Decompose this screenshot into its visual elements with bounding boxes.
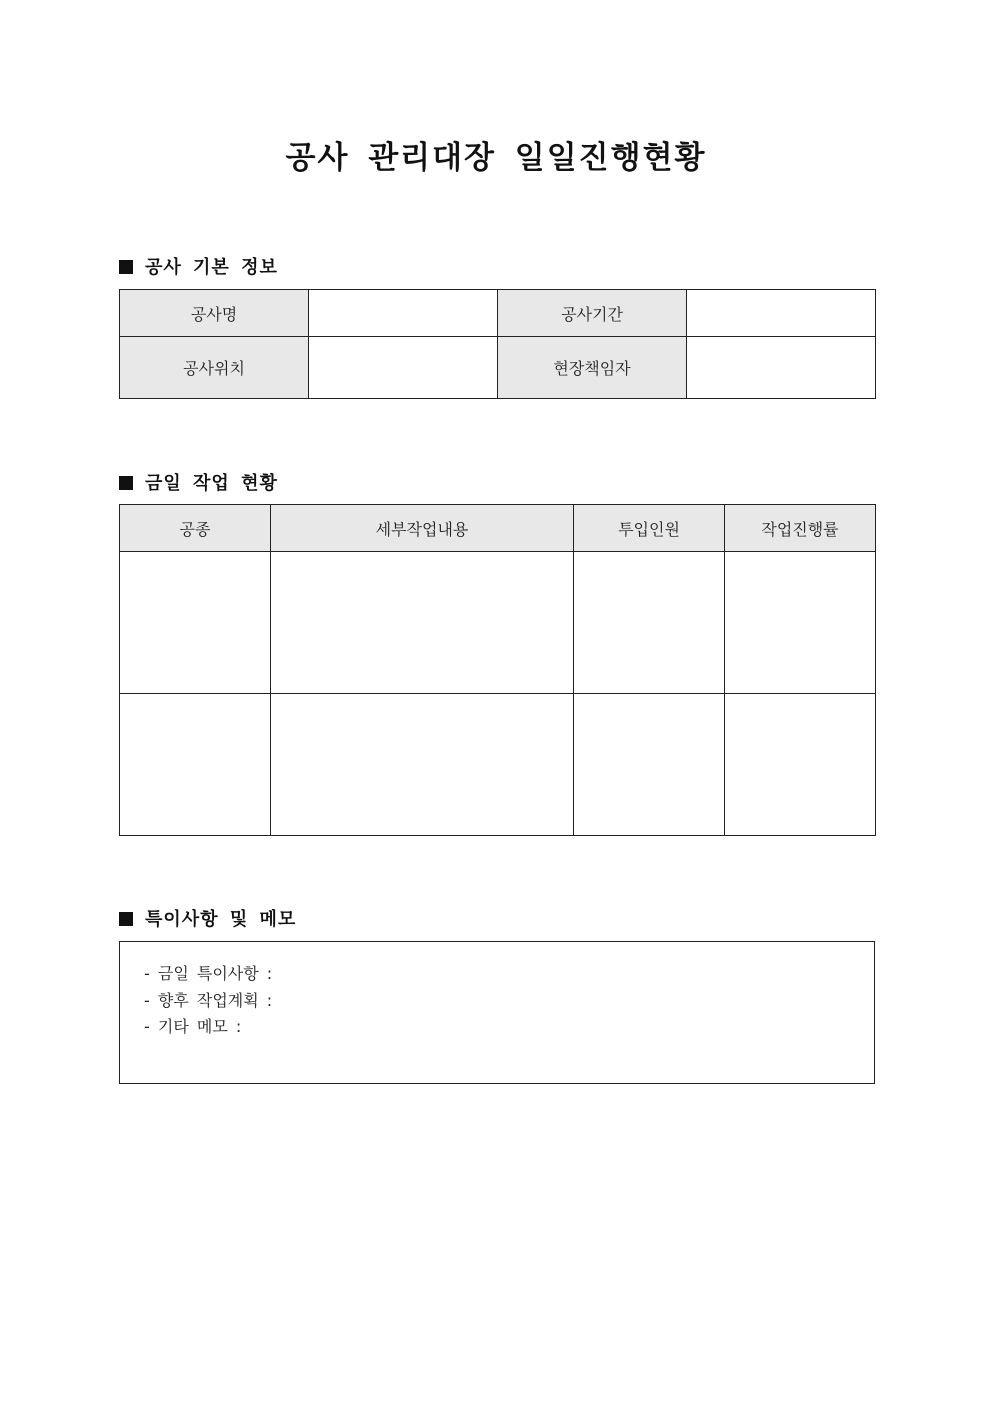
document-title: 공사 관리대장 일일진행현황 — [285, 140, 707, 176]
project-name-field[interactable] — [309, 290, 498, 337]
progress-cell[interactable] — [725, 694, 876, 836]
trade-cell[interactable] — [120, 552, 271, 694]
black-square-icon — [119, 912, 133, 926]
site-manager-field[interactable] — [687, 337, 876, 399]
column-header-progress: 작업진행률 — [725, 505, 876, 552]
section-heading-work-status — [119, 469, 278, 495]
site-manager-label: 현장책임자 — [498, 337, 687, 399]
table-row — [120, 694, 876, 836]
section-heading-label: 특이사항 및 메모 — [145, 909, 297, 930]
progress-cell[interactable] — [725, 552, 876, 694]
section-heading-label: 공사 기본 정보 — [145, 257, 278, 278]
notes-list — [120, 942, 874, 1041]
project-period-label: 공사기간 — [498, 290, 687, 337]
black-square-icon — [119, 476, 133, 490]
manpower-cell[interactable] — [574, 694, 725, 836]
section-heading-label: 금일 작업 현황 — [145, 473, 278, 494]
column-header-trade: 공종 — [120, 505, 271, 552]
manpower-cell[interactable] — [574, 552, 725, 694]
notes-box[interactable] — [119, 941, 875, 1084]
column-header-manpower: 투입인원 — [574, 505, 725, 552]
table-row — [120, 337, 876, 399]
section-heading-notes — [119, 905, 296, 931]
note-future-plan: - 향후 작업계획 : — [144, 990, 273, 1010]
table-header-row — [120, 505, 876, 552]
work-detail-cell[interactable] — [271, 552, 574, 694]
table-row — [120, 290, 876, 337]
table-row — [120, 552, 876, 694]
note-other-memo: - 기타 메모 : — [144, 1017, 242, 1036]
trade-cell[interactable] — [120, 694, 271, 836]
note-today-issues: - 금일 특이사항 : — [144, 964, 273, 983]
project-location-label: 공사위치 — [120, 337, 309, 399]
basic-info-table — [119, 289, 876, 399]
column-header-work-detail: 세부작업내용 — [271, 505, 574, 552]
section-heading-basic-info — [119, 253, 278, 279]
work-detail-cell[interactable] — [271, 694, 574, 836]
project-period-field[interactable] — [687, 290, 876, 337]
project-name-label: 공사명 — [120, 290, 309, 337]
work-status-table — [119, 504, 876, 836]
project-location-field[interactable] — [309, 337, 498, 399]
black-square-icon — [119, 260, 133, 274]
